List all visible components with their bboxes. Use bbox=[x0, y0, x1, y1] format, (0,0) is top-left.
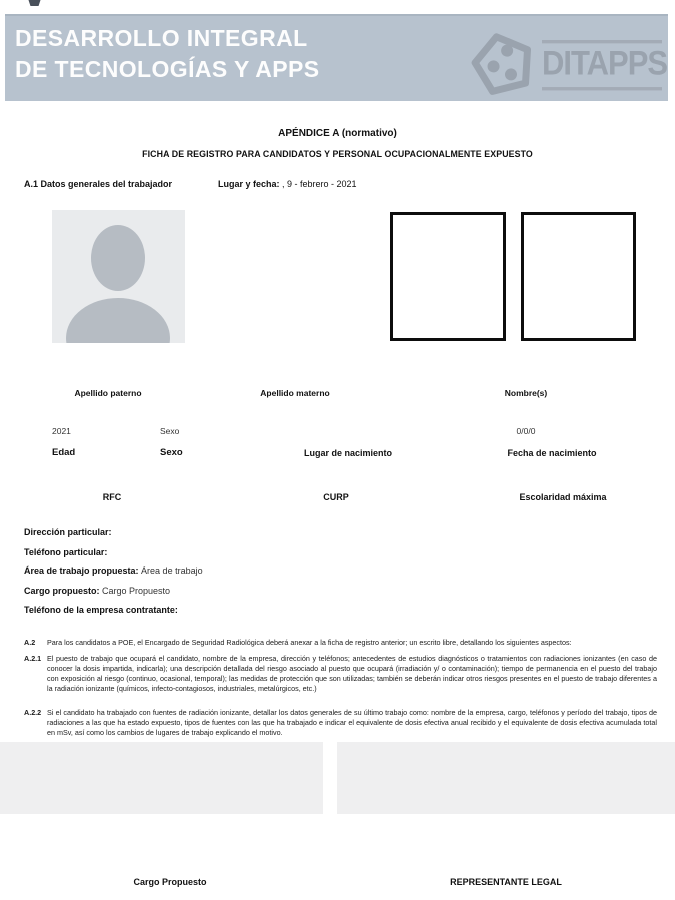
telefono-label: Teléfono particular: bbox=[24, 546, 108, 557]
organization-title-line2: DE TECNOLOGÍAS Y APPS bbox=[15, 56, 320, 82]
empresa-tel-label: Teléfono de la empresa contratante: bbox=[24, 605, 178, 616]
signature-area-left bbox=[0, 742, 323, 814]
cargo-row bbox=[24, 586, 203, 596]
organization-title-line1: DESARROLLO INTEGRAL bbox=[15, 25, 308, 51]
photo-placeholder bbox=[52, 210, 185, 343]
signature-left-label: Cargo Propuesto bbox=[133, 877, 207, 887]
paragraph-a21 bbox=[24, 654, 657, 694]
signature-area-right bbox=[337, 742, 675, 814]
sexo-value: Sexo bbox=[160, 426, 180, 436]
paragraph-a21-number: A.2.1 bbox=[24, 654, 42, 663]
fecha-nacimiento-value: 0/0/0 bbox=[516, 426, 536, 436]
telefono-row bbox=[24, 547, 203, 557]
place-date-value: , 9 - febrero - 2021 bbox=[279, 179, 357, 189]
area-label: Área de trabajo propuesta: bbox=[24, 566, 139, 577]
ditapps-logo-text: DITAPPS bbox=[542, 40, 662, 90]
ditapps-logo bbox=[470, 30, 668, 98]
fecha-nacimiento-label: Fecha de nacimiento bbox=[507, 448, 597, 458]
curp-label: CURP bbox=[323, 492, 349, 502]
paragraph-a2-text: Para los candidatos a POE, el Encargado de Seguridad Radiológica deberá anexar a la ficha de registro anterior; un escrito libre, detallando los siguientes aspectos: bbox=[47, 638, 572, 647]
form-title: FICHA DE REGISTRO PARA CANDIDATOS Y PERSONAL OCUPACIONALMENTE EXPUESTO bbox=[142, 149, 533, 159]
appendix-title: APÉNDICE A (normativo) bbox=[278, 128, 397, 139]
paragraph-a21-text: El puesto de trabajo que ocupará el candidato, nombre de la empresa, dirección y teléfonos; antecedentes de estudios diagnósticos o tratamientos con radiaciones ionizantes (en caso de conocer la dosis impartida, indicarla); una descripción detallada del riesgo asociado al puesto que ocupará (irradiación y/ o contaminación); tiempo de permanencia en el puesto del trabajo con exposición al riesgo (continuo, ocasional, temporal); las medidas de protección que son utilizadas; también se deberán indicar otros riesgos presentes en el puesto de trabajo diferentes a la radiación ionizante (químicos, infecto-contagiosos, industriales, metalúrgicos, etc.) bbox=[47, 654, 657, 693]
apellido-materno-label: Apellido materno bbox=[260, 388, 330, 398]
place-date-label: Lugar y fecha: bbox=[218, 179, 280, 189]
apellido-paterno-label: Apellido paterno bbox=[74, 388, 142, 398]
lugar-nacimiento-label: Lugar de nacimiento bbox=[303, 448, 392, 458]
direccion-row bbox=[24, 527, 203, 537]
organization-title bbox=[15, 23, 319, 85]
escolaridad-label: Escolaridad máxima bbox=[519, 492, 607, 502]
empty-frame-1 bbox=[390, 212, 506, 341]
contact-block bbox=[24, 527, 203, 625]
signature-right-label: REPRESENTANTE LEGAL bbox=[450, 877, 562, 887]
dice-pentagon-icon bbox=[470, 30, 536, 96]
section-a1-row bbox=[24, 179, 357, 189]
paragraph-a22 bbox=[24, 708, 657, 738]
section-a1-heading: A.1 Datos generales del trabajador bbox=[24, 179, 173, 189]
paragraph-a22-text: Si el candidato ha trabajado con fuentes de radiación ionizante, detallar los datos generales de su último trabajo como: nombre de la empresa, cargo, teléfonos y período del trabajo, tipos de radiaciones a las que ha estado expuesto, tipos de fuentes con las que ha trabajado e indicar el equivalente de dosis efectiva anual recibido y el equivalente de dosis efectiva acumulada total en mSv, así como los cambios de lugares de trabajo explicando el motivo. bbox=[47, 708, 657, 737]
direccion-label: Dirección particular: bbox=[24, 527, 112, 537]
empresa-tel-row bbox=[24, 605, 203, 615]
area-value: Área de trabajo bbox=[141, 566, 203, 577]
cargo-label: Cargo propuesto: bbox=[24, 585, 100, 596]
paragraph-a22-number: A.2.2 bbox=[24, 708, 42, 717]
area-row bbox=[24, 566, 203, 576]
cargo-value: Cargo Propuesto bbox=[102, 585, 171, 596]
nombres-label: Nombre(s) bbox=[504, 388, 548, 398]
person-silhouette-icon bbox=[52, 210, 185, 343]
empty-frame-2 bbox=[521, 212, 636, 341]
paragraph-a2-number: A.2 bbox=[24, 638, 36, 647]
place-date bbox=[218, 179, 357, 189]
paragraph-a2 bbox=[24, 638, 657, 648]
edad-label: Edad bbox=[52, 447, 76, 458]
pentagon-mark-icon bbox=[28, 0, 41, 6]
rfc-label: RFC bbox=[102, 492, 122, 502]
sexo-label: Sexo bbox=[160, 447, 183, 458]
edad-value: 2021 bbox=[52, 426, 71, 436]
